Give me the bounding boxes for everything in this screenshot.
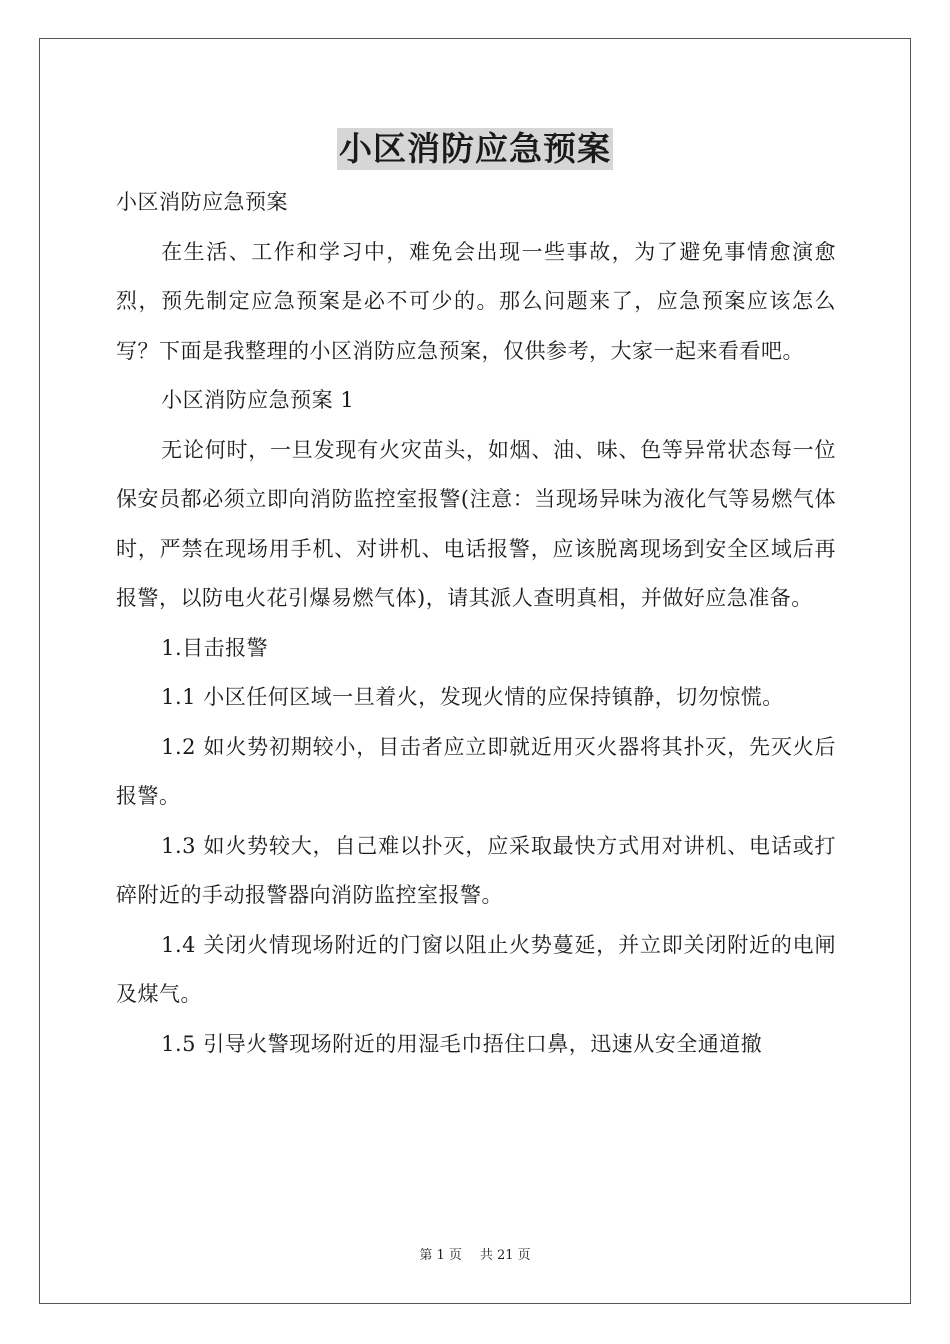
title-container [0,128,950,170]
list-item: 1.2 如火势初期较小，目击者应立即就近用灭火器将其扑灭，先灭火后报警。 [116,734,836,808]
section-heading: 小区消防应急预案 1 [161,388,355,412]
page-total: 共 21 页 [479,1248,531,1263]
subsection-heading: 1.目击报警 [161,635,269,660]
document-title: 小区消防应急预案 [339,129,611,168]
list-item: 1.1 小区任何区域一旦着火，发现火情的应保持镇静，切勿惊慌。 [161,685,784,709]
page-footer [0,1247,950,1265]
list-item: 1.5 引导火警现场附近的用湿毛巾捂住口鼻，迅速从安全通道撤 [161,1031,763,1056]
document-body [116,178,836,1069]
list-item: 1.3 如火势较大，自己难以扑灭，应采取最快方式用对讲机、电话或打碎附近的手动报警器向消防监控室报警。 [116,833,836,907]
intro-paragraph: 在生活、工作和学习中，难免会出现一些事故，为了避免事情愈演愈烈，预先制定应急预案是必不可少的。那么问题来了，应急预案应该怎么写？下面是我整理的小区消防应急预案，仅供参考，大家一起来看看吧。 [116,239,836,363]
subtitle-paragraph: 小区消防应急预案 [116,190,288,214]
list-item: 1.4 关闭火情现场附近的门窗以阻止火势蔓延，并立即关闭附近的电闸及煤气。 [116,932,836,1006]
page-number: 第 1 页 [419,1248,462,1263]
body-paragraph: 无论何时，一旦发现有火灾苗头，如烟、油、味、色等异常状态每一位保安员都必须立即向消防监控室报警(注意：当现场异味为液化气等易燃气体时，严禁在现场用手机、对讲机、电话报警，应该脱离现场到安全区域后再报警，以防电火花引爆易燃气体)，请其派人查明真相，并做好应急准备。 [116,437,836,610]
